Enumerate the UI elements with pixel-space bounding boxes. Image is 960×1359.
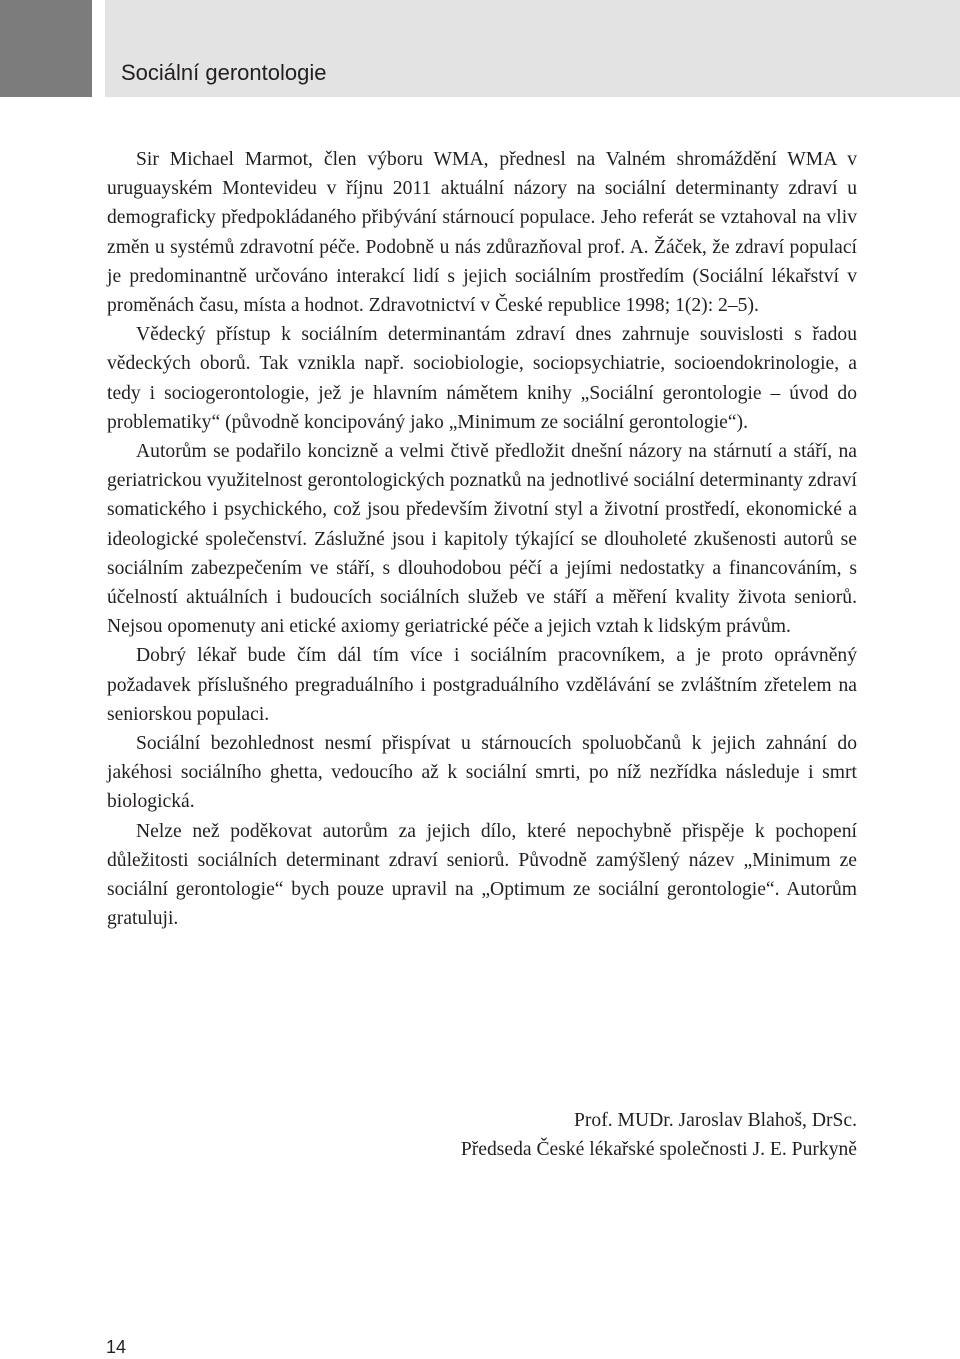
paragraph: Sociální bezohlednost nesmí přispívat u stárnoucích spoluobčanů k jejich zahnání do jakéhosi sociálního ghetta, vedoucího až k sociální smrti, po níž nezřídka následuje i smrt biologická. [107, 733, 857, 813]
signature-block [461, 1106, 857, 1164]
corner-block [0, 0, 92, 97]
signature-role: Předseda České lékařské společnosti J. E. Purkyně [460, 1139, 857, 1161]
paragraph: Sir Michael Marmot, člen výboru WMA, přednesl na Valném shromáždění WMA v uruguayském Montevideu v říjnu 2011 aktuální názory na sociální determinanty zdraví u demograficky předpokládaného přibývání stárnoucí populace. Jeho referát se vztahoval na vliv změn u systémů zdravotní péče. Podobně u nás zdůrazňoval prof. A. Žáček, že zdraví populací je predominantně určováno interakcí lidí s jejich sociálním prostředím (Sociální lékařství v proměnách času, místa a hodnot. Zdravotnictví v České republice 1998; 1(2): 2–5). [107, 149, 857, 317]
paragraph: Autorům se podařilo koncizně a velmi čtivě předložit dnešní názory na stárnutí a stáří, na geriatrickou využitelnost gerontologických poznatků na jednotlivé sociální determinanty zdraví somatického i psychického, což jsou především životní styl a životní prostředí, ekonomické a ideologické společenství. Záslužné jsou i kapitoly týkající se dlouholeté zkušenosti autorů se sociálním zabezpečením ve stáří, s dlouhodobou péčí a jejími nedostatky a financováním, s účelností aktuálních i budoucích sociálních služeb ve stáří a měření kvality života seniorů. Nejsou opomenuty ani etické axiomy geriatrické péče a jejich vztah k lidským právům. [107, 441, 857, 638]
page-number: 14 [106, 1337, 127, 1357]
paragraph: Dobrý lékař bude čím dál tím více i sociálním pracovníkem, a je proto oprávněný požadavek příslušného pregraduálního i postgraduálního vzdělávání se zvláštním zřetelem na seniorskou populaci. [107, 645, 857, 725]
paragraph: Vědecký přístup k sociálním determinantám zdraví dnes zahrnuje souvislosti s řadou vědeckých oborů. Tak vznikla např. sociobiologie, sociopsychiatrie, socioendokrinologie, a tedy i sociogerontologie, jež je hlavním námětem knihy „Sociální gerontologie – úvod do problematiky“ (původně koncipováný jako „Minimum ze sociální gerontologie“). [107, 324, 857, 433]
running-header [105, 0, 960, 97]
foreword-text [107, 145, 857, 933]
signature-name: Prof. MUDr. Jaroslav Blahoš, DrSc. [574, 1110, 857, 1131]
paragraph: Nelze než poděkovat autorům za jejich dílo, které nepochybně přispěje k pochopení důležitosti sociálních determinant zdraví seniorů. Původně zamýšlený název „Minimum ze sociální gerontologie“ bych pouze upravil na „Optimum ze sociální gerontologie“. Autorům gratuluji. [107, 820, 857, 930]
running-header-title: Sociální gerontologie [121, 60, 327, 85]
